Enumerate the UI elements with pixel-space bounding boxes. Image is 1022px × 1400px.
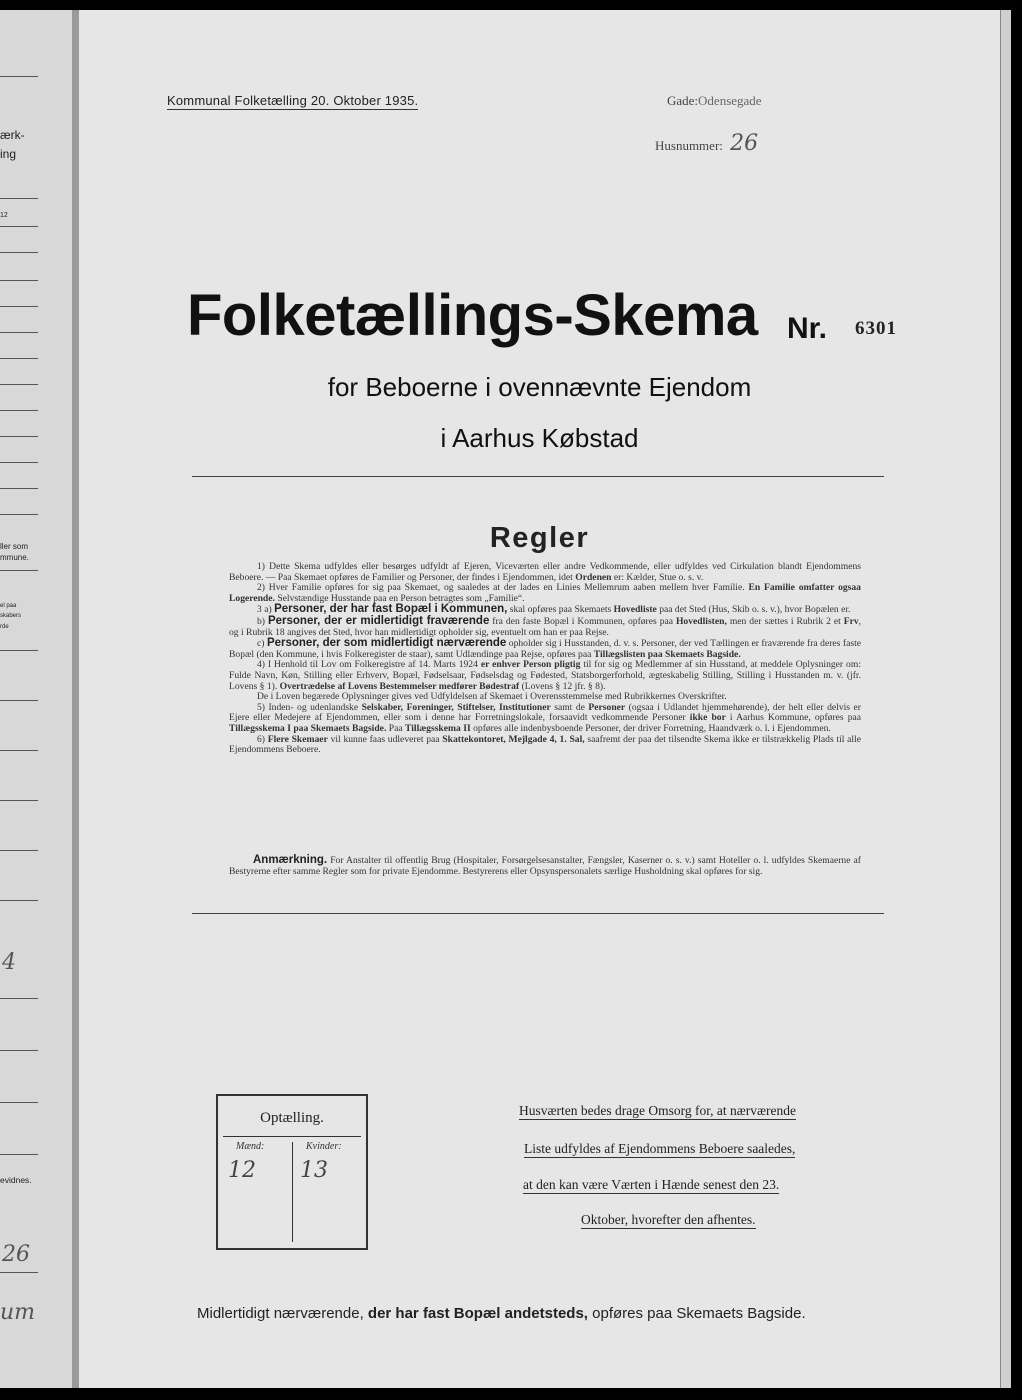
count-box-title: Optælling. bbox=[260, 1110, 324, 1126]
left-page-rule bbox=[0, 850, 38, 851]
rule-3b: b) Personer, der er midlertidigt fraværende fra den faste Bopæl i Kommunen, opføres paa Hovedlisten, men der sættes i Rubrik 2 et Frv, og i Rubrik 18 angives det Sted, hvor han midlertidigt opholder sig, eventuelt om han er paa Rejse. bbox=[229, 614, 862, 638]
census-header: Kommunal Folketælling 20. Oktober 1935. bbox=[167, 93, 419, 108]
left-page-rule bbox=[0, 1102, 38, 1103]
rules-heading: Regler bbox=[489, 522, 590, 554]
count-box-divider bbox=[292, 1142, 293, 1242]
left-page-rule bbox=[0, 76, 38, 77]
left-page-rule bbox=[0, 900, 38, 901]
left-page-rule bbox=[0, 998, 38, 999]
left-page-strip bbox=[0, 10, 72, 1388]
left-page-rule bbox=[0, 1272, 38, 1273]
house-number-value: 26 bbox=[730, 131, 759, 156]
women-count: 13 bbox=[300, 1158, 328, 1183]
street-field bbox=[667, 93, 762, 109]
left-page-rule bbox=[0, 410, 38, 411]
landlord-notice-line: Husværten bedes drage Omsorg for, at nærværende bbox=[519, 1103, 797, 1118]
left-page-label: skabers bbox=[0, 613, 22, 619]
left-page-rule bbox=[0, 306, 38, 307]
form-location: i Aarhus Købstad bbox=[440, 423, 639, 453]
annotation-label: Anmærkning. bbox=[253, 854, 328, 866]
left-page-rule bbox=[0, 1154, 38, 1155]
left-page-handwriting: 4 bbox=[2, 950, 16, 975]
left-page-rule bbox=[0, 384, 38, 385]
footer-note: Midlertidigt nærværende, der har fast Bopæl andetsteds, opføres paa Skemaets Bagside. bbox=[197, 1305, 806, 1322]
left-page-rule bbox=[0, 1050, 38, 1051]
men-count: 12 bbox=[228, 1158, 256, 1183]
count-box-rule bbox=[223, 1136, 361, 1137]
left-page-rule bbox=[0, 198, 38, 199]
landlord-notice-line: Liste udfyldes af Ejendommens Beboere saaledes, bbox=[524, 1141, 796, 1156]
left-page-rule bbox=[0, 332, 38, 333]
rule-1: 1) Dette Skema udfyldes eller besørges udfyldt af Ejeren, Viceværten eller andre Vedkommende, eller udfyldes ved Cirkulation blandt Ejendommens Beboere. — Paa Skemaet opføres de Familier og Personer, der findes i Ejendommen, idet Ordenen er: Kælder, Stue o. s. v. bbox=[229, 561, 861, 583]
men-label: Mænd: bbox=[236, 1141, 265, 1152]
rules-text bbox=[229, 562, 861, 756]
left-page-label: ing bbox=[0, 147, 17, 161]
left-page-label: evidnes. bbox=[0, 1175, 32, 1185]
left-page-rule bbox=[0, 462, 38, 463]
left-page-label: 12 bbox=[0, 212, 8, 219]
left-page-handwriting: 26 bbox=[2, 1242, 30, 1267]
left-page-label: rde bbox=[0, 624, 9, 630]
left-page-rule bbox=[0, 650, 38, 651]
left-page-label: mmune. bbox=[0, 553, 29, 562]
left-page-rule bbox=[0, 800, 38, 801]
women-label: Kvinder: bbox=[306, 1141, 342, 1152]
street-value: Odensegade bbox=[698, 93, 762, 108]
left-page-rule bbox=[0, 700, 38, 701]
landlord-notice-line: Oktober, hvorefter den afhentes. bbox=[581, 1212, 756, 1227]
left-page-rule bbox=[0, 488, 38, 489]
left-page-label: ærk- bbox=[0, 128, 25, 142]
rule-5: 5) Inden- og udenlandske Selskaber, Foreninger, Stiftelser, Institutioner samt de Personer (ogsaa i Udlandet hjemmehørende), der helt eller delvis er Ejere eller Medejere af Ejendommen, eller som i denne har Forretningslokale, forsaavidt vedkommende Personer ikke bor i Aarhus Kommune, opføres paa Tillægsskema I paa Skemaets Bagside. Paa Tillægsskema II opføres alle indenbysboende Personer, der driver Forretning, Haandværk o. l. i Ejendommen. bbox=[229, 701, 862, 734]
left-page-rule bbox=[0, 750, 38, 751]
rule-4b: De i Loven begærede Oplysninger gives ved Udfyldelsen af Skemaet i Overensstemmelse med Rubrikkernes Overskrifter. bbox=[257, 691, 727, 703]
rule-2: 2) Hver Familie opføres for sig paa Skemaet, og saaledes at der lades en Linies Mellemrum aaben mellem hver Familie. En Familie omfatter ogsaa Logerende. Selvstændige Husstande paa en Person betragtes som „Familie“. bbox=[229, 582, 861, 604]
left-page-rule bbox=[0, 252, 38, 253]
form-title: Folketællings-Skema bbox=[187, 283, 758, 348]
house-number-field bbox=[655, 131, 758, 156]
left-page-handwriting: um bbox=[0, 1300, 36, 1325]
house-number-label: Husnummer: bbox=[655, 138, 723, 153]
count-box bbox=[216, 1094, 368, 1250]
left-page-rule bbox=[0, 358, 38, 359]
left-page-rule bbox=[0, 514, 38, 515]
divider bbox=[192, 913, 884, 914]
rule-4: 4) I Henhold til Lov om Folkeregistre af 14. Marts 1924 er enhver Person pligtig til for sig og Medlemmer af sin Husstand, at meddele Oplysninger om: Fulde Navn, Køn, Stilling eller Erhverv, Bopæl, Fødselsaar, Fødselsdag og Fødested, Statsborgerforhold, ægteskabelig Stilling, Stilling i Husstanden m. v. (jfr. Lovens § 1). Overtrædelse af Lovens Bestemmelser medfører Bødestraf (Lovens § 12 jfr. § 8). bbox=[229, 659, 861, 692]
census-form-page bbox=[79, 10, 1000, 1388]
page-edge bbox=[1000, 10, 1011, 1388]
rule-3a: 3 a) Personer, der har fast Bopæl i Kommunen, skal opføres paa Skemaets Hovedliste paa det Sted (Hus, Skib o. s. v.), hvor Bopælen er. bbox=[257, 603, 851, 616]
form-number-value: 6301 bbox=[855, 318, 897, 339]
street-label: Gade: bbox=[667, 93, 699, 108]
rule-6: 6) Flere Skemaer vil kunne faas udleveret paa Skattekontoret, Mejlgade 4, 1. Sal, saafremt der paa det tilsendte Skema ikke er tilstrækkelig Plads til alle Ejendommens Beboere. bbox=[229, 733, 861, 756]
left-page-rule bbox=[0, 226, 38, 227]
landlord-notice-line: at den kan være Værten i Hænde senest den 23. bbox=[523, 1177, 780, 1192]
annotation-text: For Anstalter til offentlig Brug (Hospitaler, Forsørgelsesanstalter, Fængsler, Kaserner o. s. v.) samt Hoteller o. l. udfyldes Skemaerne af Bestyrerne efter samme Regler som for private Ejendomme. Bestyrerens eller Opsynspersonalets særlige Husholdning skal opføres for sig. bbox=[229, 855, 861, 877]
form-number-label: Nr. bbox=[787, 312, 828, 345]
left-page-label: ller som bbox=[0, 542, 29, 551]
left-page-rule bbox=[0, 280, 38, 281]
left-page-label: el paa bbox=[0, 603, 17, 609]
book-gutter bbox=[72, 10, 79, 1388]
form-subtitle: for Beboerne i ovennævnte Ejendom bbox=[327, 372, 752, 402]
divider bbox=[192, 476, 884, 477]
left-page-rule bbox=[0, 436, 38, 437]
annotation-note bbox=[229, 855, 861, 877]
rule-3c: c) Personer, der som midlertidigt nærværende opholder sig i Husstanden, d. v. s. Personer, der ved Tællingen er fraværende fra deres faste Bopæl (den Kommune, i hvis Folkeregister de staar), samt Udlændinge paa Rejse, opføres paa Tillægslisten paa Skemaets Bagside. bbox=[229, 637, 861, 660]
left-page-rule bbox=[0, 570, 38, 571]
